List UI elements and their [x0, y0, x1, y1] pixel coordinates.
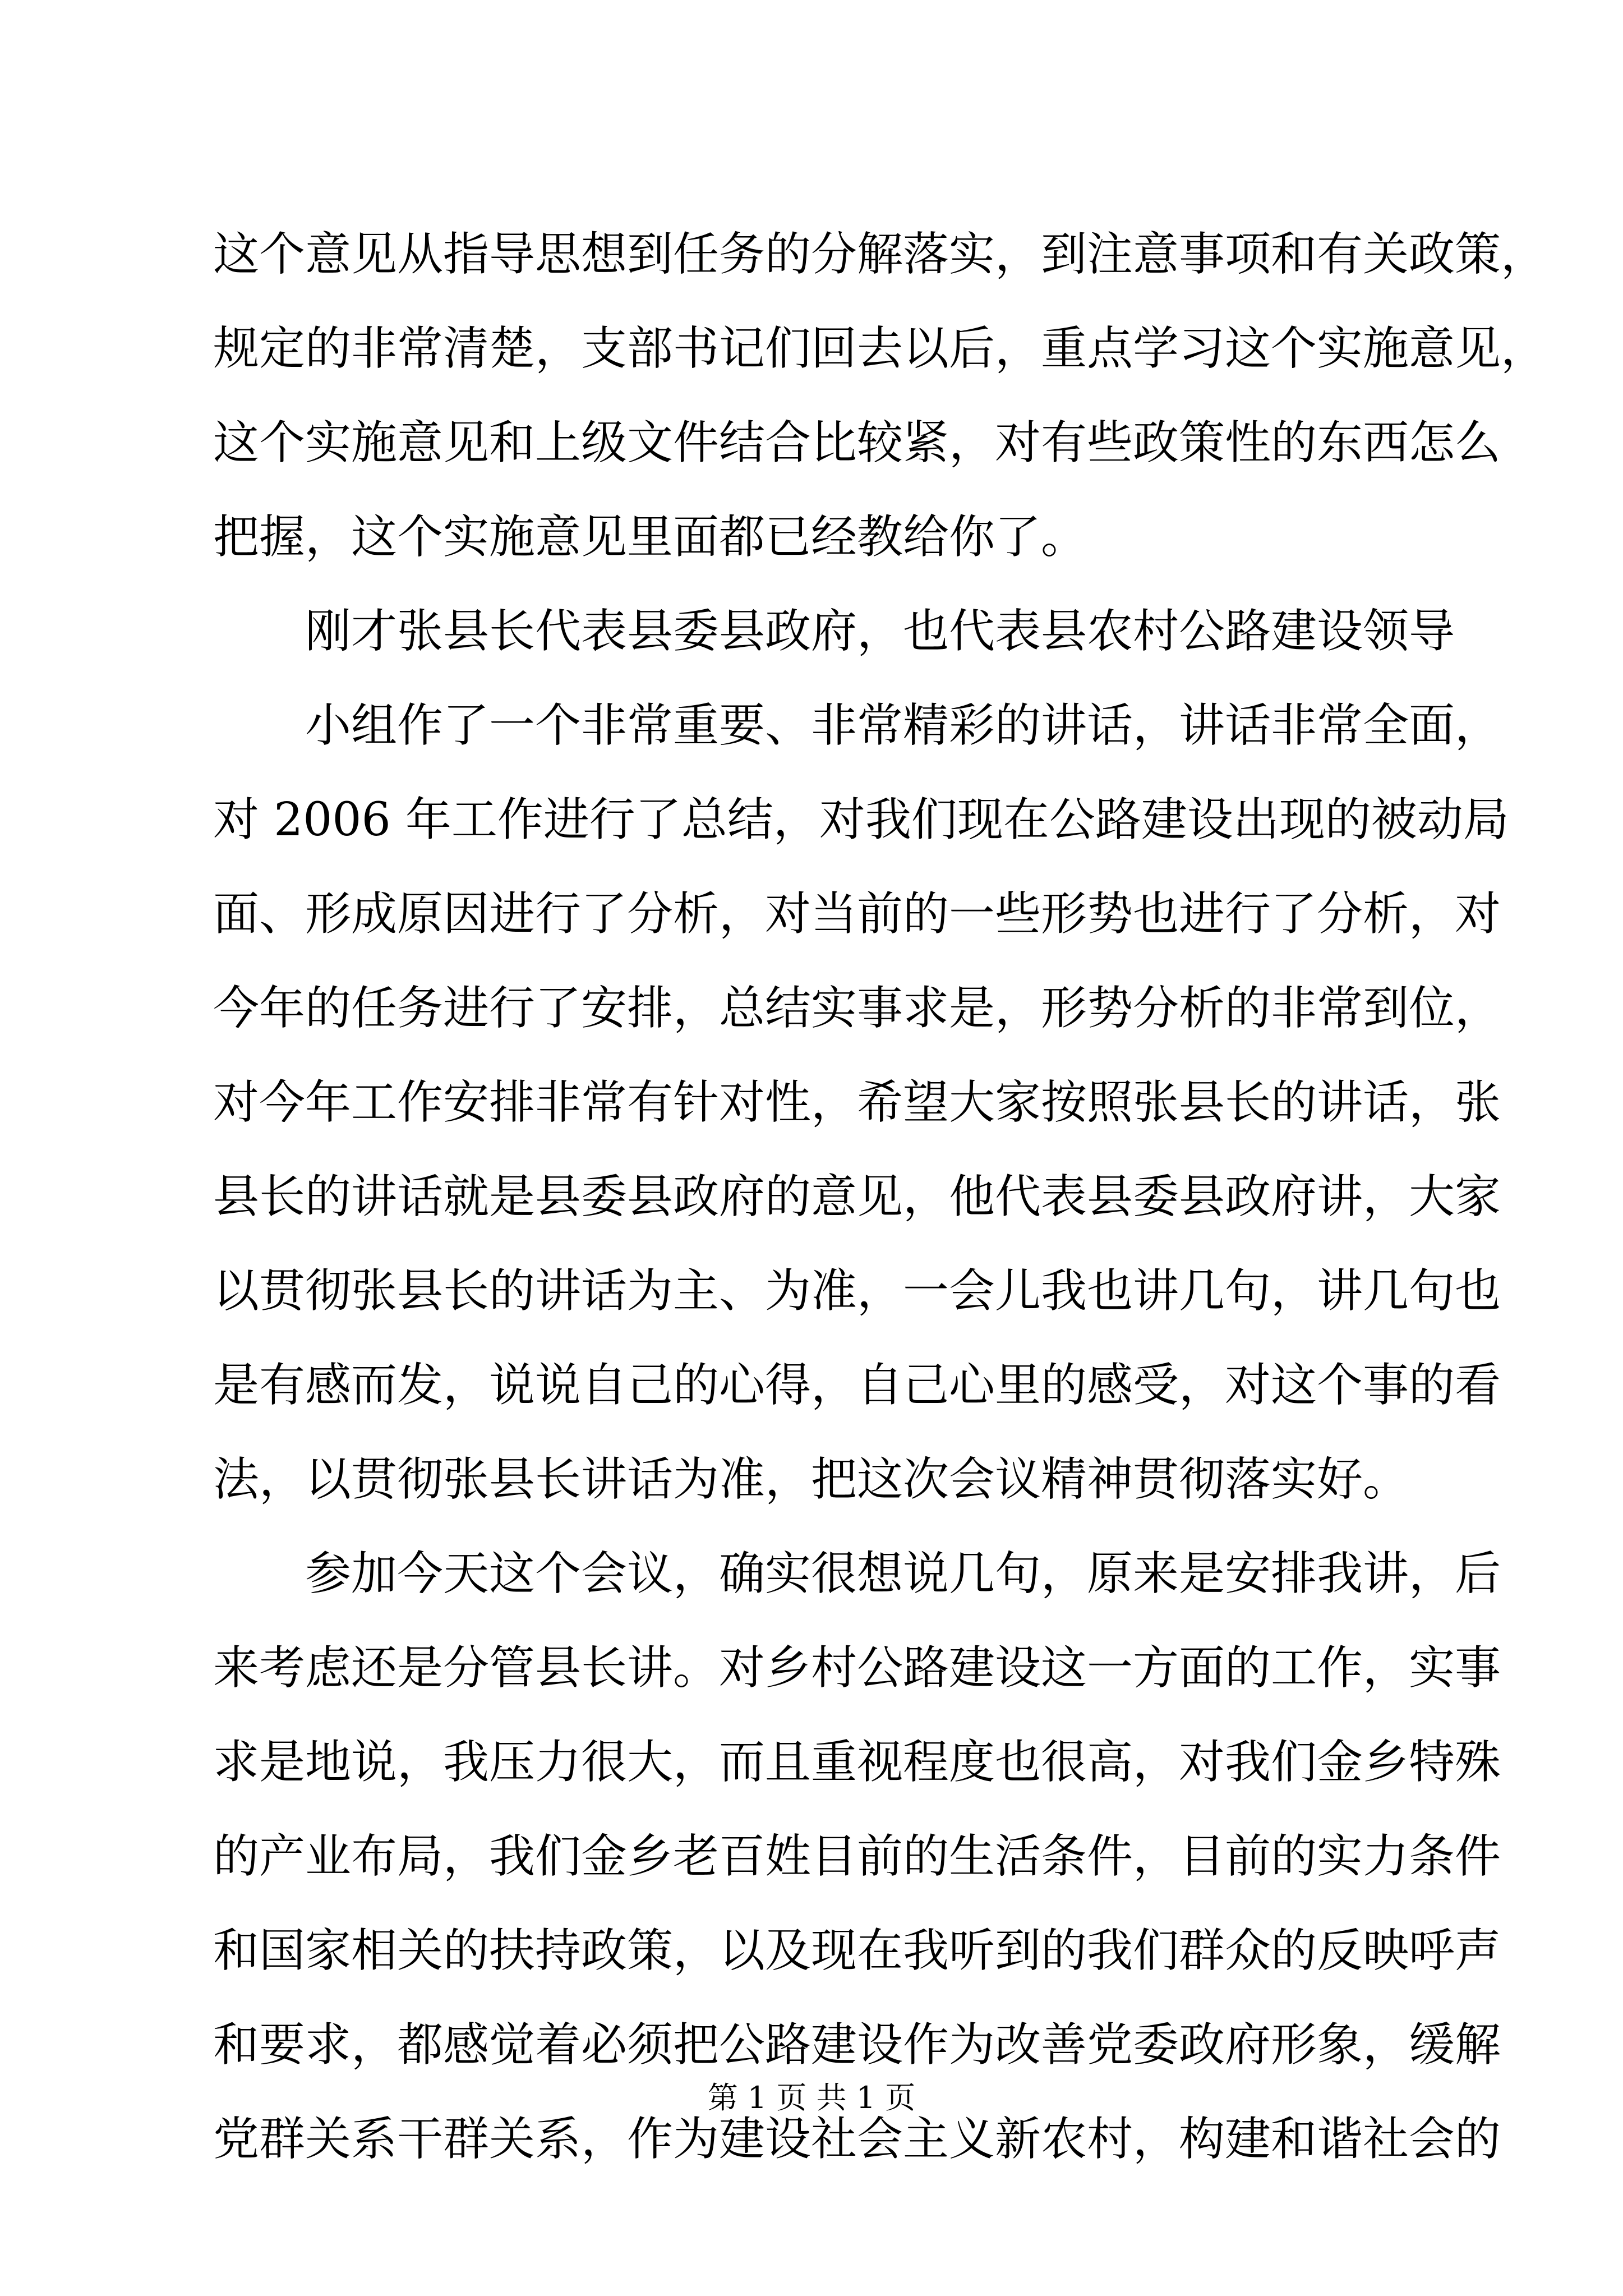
text-line: 小组作了一个非常重要、非常精彩的讲话，讲话非常全面，	[305, 699, 1501, 752]
text-line: 县长的讲话就是县委县政府的意见，他代表县委县政府讲，大家	[213, 1170, 1501, 1223]
text-line: 是有感而发，说说自己的心得，自己心里的感受，对这个事的看	[213, 1359, 1501, 1412]
text-line: 对今年工作安排非常有针对性，希望大家按照张县长的讲话，张	[213, 1076, 1501, 1129]
text-line: 把握，这个实施意见里面都已经教给你了。	[213, 510, 1087, 564]
text-line: 求是地说，我压力很大，而且重视程度也很高，对我们金乡特殊	[213, 1736, 1501, 1789]
text-line: 参加今天这个会议，确实很想说几句，原来是安排我讲，后	[305, 1547, 1501, 1600]
text-line: 面、形成原因进行了分析，对当前的一些形势也进行了分析，对	[213, 887, 1501, 941]
text-line: 以贯彻张县长的讲话为主、为准，一会儿我也讲几句，讲几句也	[213, 1264, 1501, 1318]
text-line: 党群关系干群关系，作为建设社会主义新农村，构建和谐社会的	[213, 2113, 1501, 2166]
text-line: 和要求，都感觉着必须把公路建设作为改善党委政府形象，缓解	[213, 2018, 1501, 2072]
text-line: 刚才张县长代表县委县政府，也代表县农村公路建设领导	[305, 605, 1455, 658]
text-line: 规定的非常清楚，支部书记们回去以后，重点学习这个实施意见，	[213, 322, 1547, 375]
text-line: 这个实施意见和上级文件结合比较紧，对有些政策性的东西怎么	[213, 416, 1501, 470]
text-line: 法，以贯彻张县长讲话为准，把这次会议精神贯彻落实好。	[213, 1453, 1409, 1506]
text-line: 的产业布局，我们金乡老百姓目前的生活条件，目前的实力条件	[213, 1830, 1501, 1883]
text-line: 这个意见从指导思想到任务的分解落实，到注意事项和有关政策，	[213, 228, 1547, 281]
body-text	[213, 208, 1547, 2187]
text-line: 和国家相关的扶持政策，以及现在我听到的我们群众的反映呼声	[213, 1924, 1501, 1977]
text-line: 来考虑还是分管县长讲。对乡村公路建设这一方面的工作，实事	[213, 1641, 1501, 1695]
text-line: 对 2006 年工作进行了总结，对我们现在公路建设出现的被动局	[213, 793, 1509, 846]
page-footer	[0, 2076, 1623, 2120]
text-line: 今年的任务进行了安排，总结实事求是，形势分析的非常到位，	[213, 982, 1501, 1035]
page-number-label: 第 1 页 共 1 页	[707, 2080, 916, 2115]
